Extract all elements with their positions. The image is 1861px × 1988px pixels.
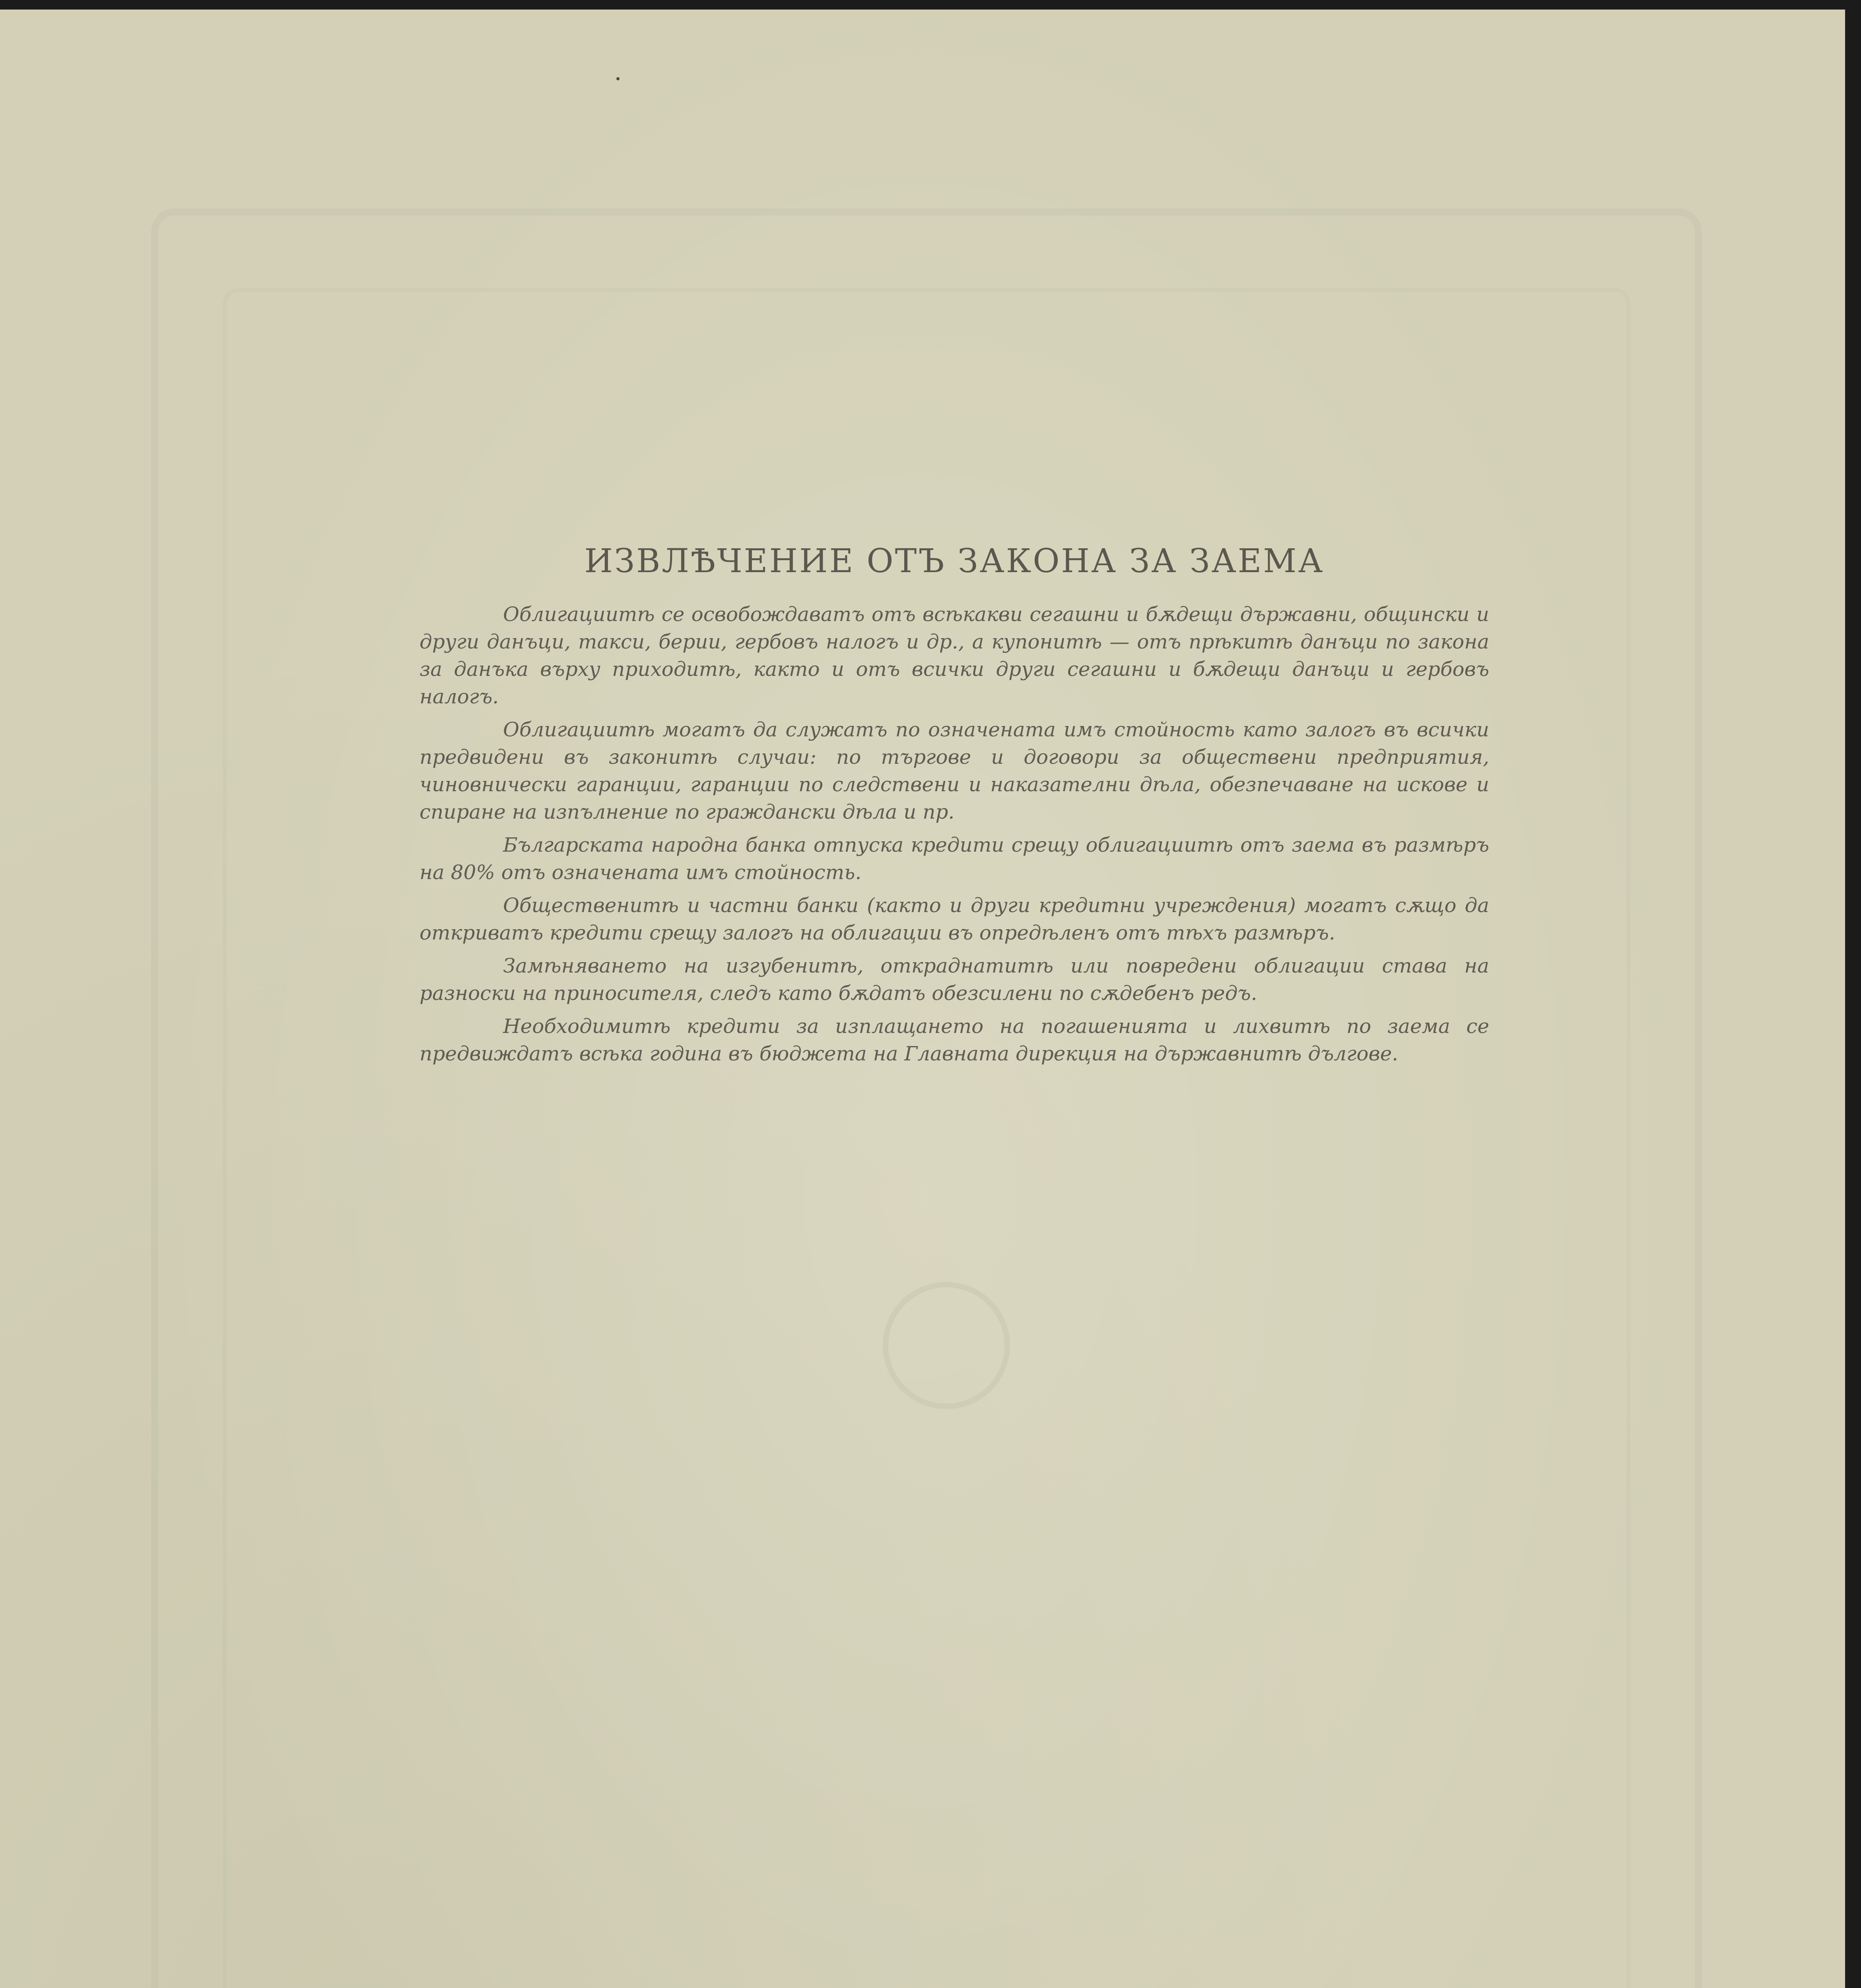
paper-speck xyxy=(616,77,620,80)
scan-top-edge xyxy=(0,0,1861,10)
paragraph-budget: Необходимитѣ кредити за изплащането на погашенията и лихвитѣ по заема се предвиждатъ всѣка година въ бюджета на Главната дирекция на държавнитѣ дългове. xyxy=(420,1015,1489,1065)
paragraph-replacement: Замѣняването на изгубенитѣ, откраднатитѣ или повредени облигации става на разноски на приносителя, следъ като бѫдатъ обезсилени по сѫдебенъ редъ. xyxy=(420,954,1489,1005)
scan-right-edge xyxy=(1845,0,1861,1988)
paragraph-collateral-use: Облигациитѣ могатъ да служатъ по означената имъ стойность като залогъ въ всички предвидени въ законитѣ случаи: по търгове и договори за обществени предприятия, чиновнически гаранции, гаранции по следствени и наказателни дѣла, обезпечаване на искове и спиране на изпълнение по граждански дѣла и пр. xyxy=(420,718,1489,823)
paragraph-bank-credit: Общественитѣ и частни банки (както и други кредитни учреждения) могатъ сѫщо да откриватъ кредити срещу залогъ на облигации въ опредѣленъ отъ тѣхъ размѣръ. xyxy=(420,894,1489,944)
paper-sheet xyxy=(0,10,1845,1988)
paragraph-national-bank-credit: Българската народна банка отпуска кредити срещу облигациитѣ отъ заема въ размѣръ на 80% отъ означената имъ стойность. xyxy=(420,833,1489,884)
page-title: ИЗВЛѢЧЕНИЕ ОТЪ ЗАКОНА ЗА ЗАЕМА xyxy=(584,542,1325,580)
paragraph-tax-exemption: Облигациитѣ се освобождаватъ отъ всѣкакви сегашни и бѫдещи държавни, общински и други данъци, такси, берии, гербовъ налогъ и др., а купонитѣ — отъ прѣкитѣ данъци по закона за данъка върху приходитѣ, както и отъ всички други сегашни и бѫдещи данъци и гербовъ налогъ. xyxy=(420,603,1489,708)
law-extract xyxy=(420,542,1489,1073)
reverse-seal-showthrough xyxy=(883,1282,1010,1409)
